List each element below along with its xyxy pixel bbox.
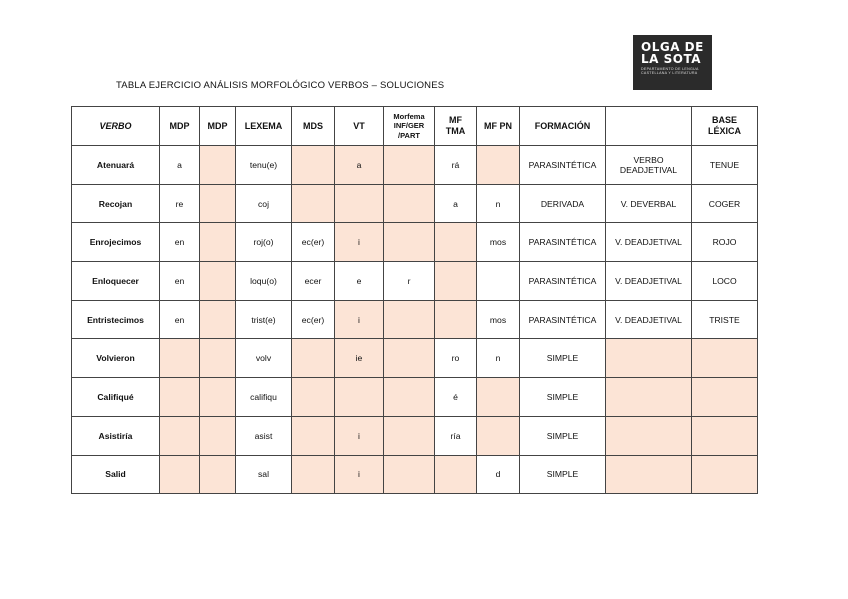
logo-line-1: OLGA DE xyxy=(641,40,704,54)
table-cell: a xyxy=(335,146,384,185)
table-cell xyxy=(435,455,477,494)
column-header: VERBO xyxy=(72,107,160,146)
table-cell: LOCO xyxy=(692,262,758,301)
table-cell xyxy=(384,184,435,223)
table-cell xyxy=(692,455,758,494)
table-cell xyxy=(477,262,520,301)
table-cell: é xyxy=(435,378,477,417)
table-cell: SIMPLE xyxy=(520,455,606,494)
table-cell: SIMPLE xyxy=(520,416,606,455)
table-cell xyxy=(435,223,477,262)
table-cell xyxy=(200,455,236,494)
table-cell xyxy=(384,378,435,417)
table-cell xyxy=(384,416,435,455)
table-cell: mos xyxy=(477,300,520,339)
table-cell: PARASINTÉTICA xyxy=(520,262,606,301)
table-cell: i xyxy=(335,455,384,494)
table-cell xyxy=(692,378,758,417)
table-cell: ROJO xyxy=(692,223,758,262)
column-header: BASE LÉXICA xyxy=(692,107,758,146)
column-header: FORMACIÓN xyxy=(520,107,606,146)
table-cell: TRISTE xyxy=(692,300,758,339)
verb-cell: Salid xyxy=(72,455,160,494)
column-header: MDS xyxy=(292,107,335,146)
table-cell: califiqu xyxy=(236,378,292,417)
olga-de-la-sota-logo xyxy=(633,35,712,90)
table-cell: d xyxy=(477,455,520,494)
table-cell: VERBO DEADJETIVAL xyxy=(606,146,692,185)
column-header: MF PN xyxy=(477,107,520,146)
table-cell: a xyxy=(160,146,200,185)
table-row xyxy=(72,223,758,262)
table-cell xyxy=(384,339,435,378)
table-cell: DERIVADA xyxy=(520,184,606,223)
verb-cell: Recojan xyxy=(72,184,160,223)
table-cell: PARASINTÉTICA xyxy=(520,223,606,262)
table-cell: en xyxy=(160,223,200,262)
logo-line-3: DEPARTAMENTO DE LENGUA xyxy=(641,67,699,71)
table-cell: i xyxy=(335,300,384,339)
table-cell: coj xyxy=(236,184,292,223)
table-cell xyxy=(200,300,236,339)
table-row xyxy=(72,184,758,223)
table-cell: loqu(o) xyxy=(236,262,292,301)
verb-cell: Enloquecer xyxy=(72,262,160,301)
logo-line-2: LA SOTA xyxy=(641,52,701,66)
table-cell xyxy=(606,378,692,417)
table-cell: COGER xyxy=(692,184,758,223)
table-cell xyxy=(200,378,236,417)
table-cell: en xyxy=(160,300,200,339)
table-row xyxy=(72,339,758,378)
verb-cell: Califiqué xyxy=(72,378,160,417)
table-cell xyxy=(292,378,335,417)
table-cell xyxy=(160,416,200,455)
table-cell: re xyxy=(160,184,200,223)
column-header: MF TMA xyxy=(435,107,477,146)
table-cell xyxy=(200,146,236,185)
table-cell xyxy=(292,339,335,378)
table-cell xyxy=(384,223,435,262)
table-cell: e xyxy=(335,262,384,301)
table-cell: n xyxy=(477,339,520,378)
table-cell: PARASINTÉTICA xyxy=(520,146,606,185)
table-cell: V. DEADJETIVAL xyxy=(606,223,692,262)
table-cell: ro xyxy=(435,339,477,378)
table-cell xyxy=(384,300,435,339)
table-cell: rá xyxy=(435,146,477,185)
table-cell xyxy=(160,339,200,378)
table-cell: TENUE xyxy=(692,146,758,185)
table-cell xyxy=(692,339,758,378)
table-cell xyxy=(384,455,435,494)
table-header-row xyxy=(72,107,758,146)
table-cell: mos xyxy=(477,223,520,262)
table-cell: ría xyxy=(435,416,477,455)
table-cell xyxy=(606,416,692,455)
verb-cell: Enrojecimos xyxy=(72,223,160,262)
table-cell: en xyxy=(160,262,200,301)
table-cell: n xyxy=(477,184,520,223)
table-cell: r xyxy=(384,262,435,301)
table-cell xyxy=(606,339,692,378)
table-cell xyxy=(200,184,236,223)
table-cell: sal xyxy=(236,455,292,494)
table-cell xyxy=(477,416,520,455)
verb-cell: Volvieron xyxy=(72,339,160,378)
table-row xyxy=(72,416,758,455)
column-header xyxy=(606,107,692,146)
column-header: LEXEMA xyxy=(236,107,292,146)
column-header: MDP xyxy=(160,107,200,146)
table-cell xyxy=(200,223,236,262)
table-cell xyxy=(477,378,520,417)
table-cell: SIMPLE xyxy=(520,378,606,417)
verb-analysis-table xyxy=(71,106,758,494)
table-cell: ec(er) xyxy=(292,300,335,339)
table-cell xyxy=(477,146,520,185)
table-cell: V. DEADJETIVAL xyxy=(606,262,692,301)
table-cell xyxy=(435,300,477,339)
table-cell: SIMPLE xyxy=(520,339,606,378)
table-cell: V. DEADJETIVAL xyxy=(606,300,692,339)
table-row xyxy=(72,300,758,339)
column-header: Morfema INF/GER /PART xyxy=(384,107,435,146)
table-cell xyxy=(200,339,236,378)
document-title: TABLA EJERCICIO ANÁLISIS MORFOLÓGICO VERBOS – SOLUCIONES xyxy=(116,80,445,91)
logo-line-4: CASTELLANA Y LITERATURA xyxy=(641,71,698,76)
table-row xyxy=(72,146,758,185)
column-header: MDP xyxy=(200,107,236,146)
table-cell xyxy=(606,455,692,494)
table-body xyxy=(72,146,758,494)
table-row xyxy=(72,262,758,301)
table-cell xyxy=(435,262,477,301)
table-cell: trist(e) xyxy=(236,300,292,339)
table-cell: i xyxy=(335,416,384,455)
table-cell xyxy=(160,378,200,417)
verb-cell: Atenuará xyxy=(72,146,160,185)
table-cell: tenu(e) xyxy=(236,146,292,185)
table-cell xyxy=(292,416,335,455)
table-cell: PARASINTÉTICA xyxy=(520,300,606,339)
table-cell xyxy=(160,455,200,494)
table-cell xyxy=(335,184,384,223)
table-cell xyxy=(292,146,335,185)
table-cell xyxy=(335,378,384,417)
verb-cell: Entristecimos xyxy=(72,300,160,339)
table-cell: i xyxy=(335,223,384,262)
table-cell: ec(er) xyxy=(292,223,335,262)
verb-cell: Asistiría xyxy=(72,416,160,455)
table-cell xyxy=(692,416,758,455)
table-cell xyxy=(292,184,335,223)
table-cell: ie xyxy=(335,339,384,378)
table-cell xyxy=(384,146,435,185)
table-cell: a xyxy=(435,184,477,223)
column-header: VT xyxy=(335,107,384,146)
table-row xyxy=(72,455,758,494)
table-cell xyxy=(200,262,236,301)
table-cell xyxy=(200,416,236,455)
table-cell xyxy=(292,455,335,494)
table-row xyxy=(72,378,758,417)
table-cell: roj(o) xyxy=(236,223,292,262)
table-cell: V. DEVERBAL xyxy=(606,184,692,223)
table-cell: ecer xyxy=(292,262,335,301)
table-cell: asist xyxy=(236,416,292,455)
table-cell: volv xyxy=(236,339,292,378)
